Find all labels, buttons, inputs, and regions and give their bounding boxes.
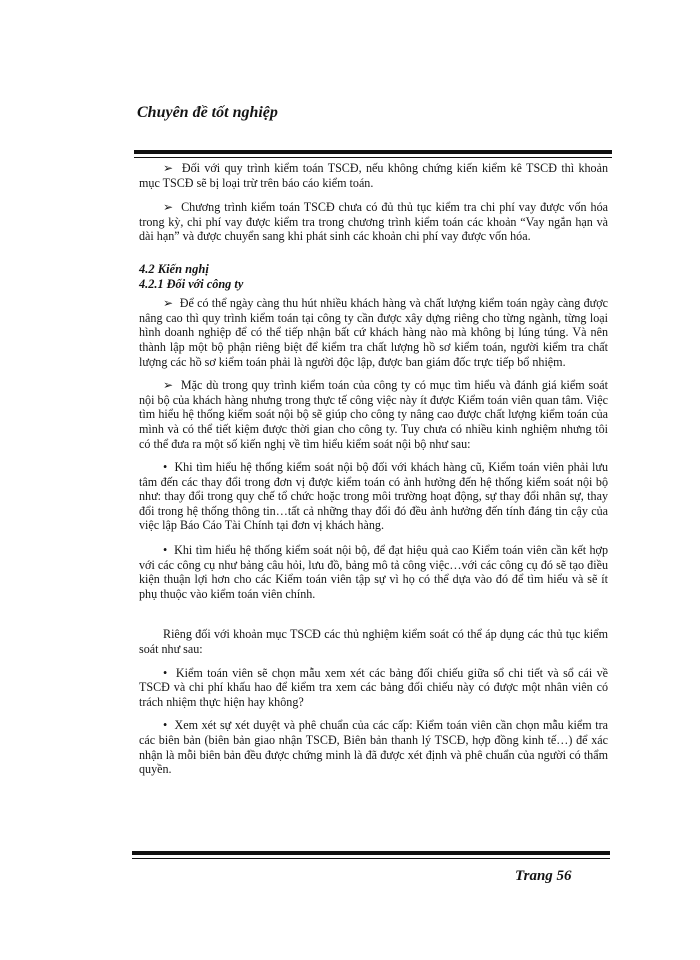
arrowhead-bullet-icon: ➢ <box>163 161 174 175</box>
paragraph-arrow-3 <box>139 296 608 369</box>
footer-rule-thick <box>132 851 610 855</box>
paragraph-bullet-1 <box>139 460 608 533</box>
paragraph-text: Để có thể ngày càng thu hút nhiều khách hàng và chất lượng kiểm toán ngày càng được nâng cao thì quy trình kiểm toán tại công ty cần được xây dựng riêng cho từng ngành, từng loại hình doanh nghiệp để có thể tiếp nhận bất cứ khách hàng nào mà không bị lúng túng. Và nên thành lập một bộ phận riêng biệt để kiểm tra chất lượng hồ sơ kiểm toán, người kiểm tra chất lượng các hồ sơ kiểm toán phải là người độc lập, được ban giám đốc trực tiếp bổ nhiệm. <box>139 296 609 369</box>
page-number: Trang 56 <box>515 868 572 884</box>
paragraph-text: Kiểm toán viên sẽ chọn mẫu xem xét các bảng đối chiếu giữa sổ chi tiết và sổ cái về TSCĐ và chi phí khấu hao để kiểm tra xem các bảng đối chiếu này có được một nhân viên có trách nhiệm thực hiện hay không? <box>139 665 608 709</box>
section-heading-4-2-1: 4.2.1 Đối với công ty <box>139 276 244 291</box>
round-bullet-icon: • <box>163 665 168 680</box>
paragraph-text: Mặc dù trong quy trình kiểm toán của công ty có mục tìm hiểu và đánh giá kiểm soát nội bộ của khách hàng nhưng trong thực tế công việc này ít được Kiểm toán viên quan tâm. Việc tìm hiểu hệ thống kiểm soát nội bộ sẽ giúp cho công ty nâng cao được chất lượng kiểm toán của mình và có thể tiết kiệm được thời gian cho công ty. Tuy chưa có nhiều kinh nghiệm nhưng tôi có thể đưa ra một số kiến nghị về tìm hiểu kiểm soát nội bộ như sau: <box>139 378 609 451</box>
paragraph-bullet-2 <box>139 543 608 601</box>
paragraph-text: Khi tìm hiểu hệ thống kiểm soát nội bộ đối với khách hàng cũ, Kiểm toán viên phải lưu tâm đến các thay đổi trong đơn vị được kiểm toán có ảnh hưởng đến hệ thống kiểm soát nội bộ như: thay đổi trong quy chế tổ chức hoặc trong môi trường hoạt động, sự thay đổi nhân sự, thay đổi trong hệ thống thông tin…tất cả những thay đổi đó đều ảnh hưởng đến tính đáng tin cậy của việc lập Báo Cáo Tài Chính tại đơn vị khách hàng. <box>139 460 609 533</box>
paragraph-text: Chương trình kiểm toán TSCĐ chưa có đủ thủ tục kiểm tra chi phí vay được vốn hóa trong kỳ, chi phí vay được kiểm tra trong chương trình kiểm toán các khoản “Vay ngắn hạn và dài hạn” và được chuyển sang khi phát sinh các khoản chi phí vay được vốn hóa. <box>139 200 609 244</box>
paragraph-text: Đối với quy trình kiểm toán TSCĐ, nếu không chứng kiến kiểm kê TSCĐ thì khoản mục TSCĐ sẽ bị loại trừ trên báo cáo kiểm toán. <box>139 161 609 190</box>
round-bullet-icon: • <box>163 543 168 558</box>
paragraph-bullet-4 <box>139 718 608 776</box>
arrowhead-bullet-icon: ➢ <box>163 200 174 215</box>
paragraph-text: Xem xét sự xét duyệt và phê chuẩn của các cấp: Kiểm toán viên cần chọn mẫu kiểm tra các biên bản (biên bản giao nhận TSCĐ, Biên bản thanh lý TSCĐ, hợp đồng kinh tế…) để xác nhận là mỗi biên bản đều được chứng minh là đã được xét định và phê chuẩn của người có thẩm quyền. <box>139 718 609 777</box>
paragraph-bullet-3 <box>139 666 608 710</box>
document-body <box>139 161 608 777</box>
arrowhead-bullet-icon: ➢ <box>163 296 174 311</box>
round-bullet-icon: • <box>163 460 168 475</box>
header-rule-thin <box>134 157 612 158</box>
round-bullet-icon: • <box>163 718 168 733</box>
arrowhead-bullet-icon: ➢ <box>163 378 174 393</box>
paragraph-text: Khi tìm hiểu hệ thống kiểm soát nội bộ, để đạt hiệu quả cao Kiểm toán viên cần kết hợp với các công cụ như bảng câu hỏi, lưu đồ, bảng mô tả công việc…với các công cụ đó sẽ tạo điều kiện thuận lợi hơn cho các Kiểm toán viên tập sự vì họ có thể dựa vào đó để tìm hiểu và sẽ ít phụ thuộc vào kiểm toán viên chính. <box>139 543 608 601</box>
page-header-title: Chuyên đề tốt nghiệp <box>137 104 278 121</box>
paragraph-arrow-2 <box>139 200 608 244</box>
header-rule-thick <box>134 150 612 154</box>
paragraph-arrow-4 <box>139 378 608 451</box>
section-heading-4-2: 4.2 Kiến nghị <box>139 261 209 276</box>
paragraph-arrow-1 <box>139 161 608 190</box>
footer-rule-thin <box>132 858 610 859</box>
paragraph-plain: Riêng đối với khoản mục TSCĐ các thủ nghiệm kiểm soát có thể áp dụng các thủ tục kiểm soát như sau: <box>139 627 608 657</box>
